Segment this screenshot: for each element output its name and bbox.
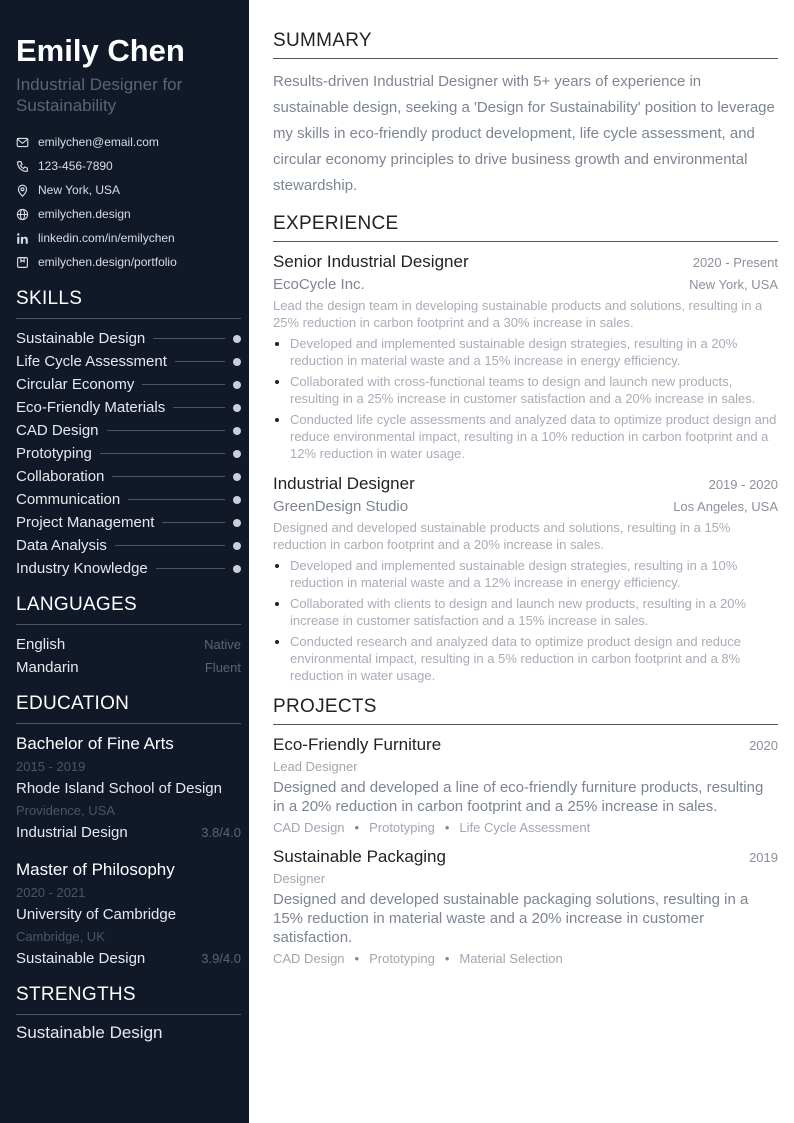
skill-dot [233, 519, 241, 527]
education-gpa: 3.8/4.0 [201, 825, 241, 840]
education-gpa: 3.9/4.0 [201, 951, 241, 966]
skill-divider [156, 568, 225, 569]
job-bullet: • Developed and implemented sustainable design strategies, resulting in a 10% reduction in material waste and a 12% increase in energy efficiency. [290, 557, 778, 591]
skill-label: Eco-Friendly Materials [16, 399, 166, 416]
skill-dot [233, 542, 241, 550]
project-item [273, 735, 778, 835]
education-location: Providence, USA [16, 803, 115, 818]
project-description: Designed and developed sustainable packaging solutions, resulting in a 15% reduction in material waste and a 20% increase in customer satisfaction. [273, 891, 749, 946]
language-level: Fluent [204, 660, 241, 675]
project-tags [273, 820, 778, 835]
project-tag: Material Selection [459, 951, 563, 966]
project-year: 2019 [749, 850, 778, 865]
sidebar [0, 0, 249, 1123]
education-degree: Master of Philosophy [16, 860, 175, 879]
project-tag: Prototyping [369, 951, 435, 966]
skill-item [16, 534, 241, 557]
skill-item [16, 557, 241, 580]
education-school: University of Cambridge [16, 906, 177, 923]
education-field-row [16, 948, 241, 970]
skill-item [16, 373, 241, 396]
skill-divider [112, 476, 225, 477]
job-bullet: • Conducted life cycle assessments and analyzed data to optimize product design and reduce environmental impact, resulting in a 10% reduction in carbon footprint and a 12% reduction in water usage. [290, 411, 778, 462]
location-icon [16, 184, 29, 197]
contact-location-text: New York, USA [38, 183, 121, 197]
job-company: GreenDesign Studio [273, 498, 409, 515]
job-location: New York, USA [689, 277, 778, 292]
education-field: Industrial Design [16, 824, 128, 841]
summary-heading: SUMMARY [273, 30, 778, 59]
skills-heading: SKILLS [16, 288, 241, 319]
skill-label: Life Cycle Assessment [16, 353, 167, 370]
education-field-row [16, 822, 241, 844]
contact-website[interactable] [16, 202, 241, 226]
language-item [16, 656, 241, 679]
language-name: English [16, 636, 66, 653]
skill-divider [100, 453, 225, 454]
skill-item [16, 327, 241, 350]
projects-heading: PROJECTS [273, 696, 778, 725]
education-dates: 2020 - 2021 [16, 885, 86, 900]
skill-dot [233, 473, 241, 481]
skill-dot [233, 358, 241, 366]
skill-divider [153, 338, 225, 339]
education-item [16, 858, 241, 970]
job-dates: 2019 - 2020 [708, 477, 778, 492]
project-role: Lead Designer [273, 759, 358, 774]
skill-divider [128, 499, 225, 500]
job-description: Lead the design team in developing sustainable products and solutions, resulting in a 25% reduction in carbon footprint and a 30% increase in sales. [273, 298, 763, 330]
job-dates: 2020 - Present [692, 255, 778, 270]
education-heading: EDUCATION [16, 693, 241, 724]
skill-divider [142, 384, 225, 385]
contact-linkedin[interactable] [16, 226, 241, 250]
profile-name: Emily Chen [16, 33, 185, 68]
contact-email-text: emilychen@email.com [38, 135, 159, 149]
summary-text: Results-driven Industrial Designer with 5+ years of experience in sustainable design, seeking a 'Design for Sustainability' position to leverage my skills in eco-friendly product development, life cycle assessment, and circular economy principles to drive business growth and environmental stewardship. [273, 73, 775, 194]
job-title: Industrial Designer [273, 474, 415, 493]
skill-dot [233, 427, 241, 435]
experience-item [273, 474, 778, 684]
main-content [249, 0, 794, 1123]
skill-dot [233, 496, 241, 504]
skill-item [16, 350, 241, 373]
experience-heading: EXPERIENCE [273, 213, 778, 242]
education-location: Cambridge, UK [16, 929, 105, 944]
portfolio-icon [16, 256, 29, 269]
languages-heading: LANGUAGES [16, 594, 241, 625]
contact-website-text: emilychen.design [38, 207, 131, 221]
skill-item [16, 511, 241, 534]
job-bullet: • Collaborated with cross-functional teams to design and launch new products, resulting in a 25% increase in customer satisfaction and a 20% increase in sales. [290, 373, 778, 407]
project-tag: Life Cycle Assessment [459, 820, 591, 835]
project-tag: CAD Design [273, 820, 345, 835]
contact-portfolio-text: emilychen.design/portfolio [38, 255, 177, 269]
skill-dot [233, 404, 241, 412]
education-dates: 2015 - 2019 [16, 759, 86, 774]
skill-label: Project Management [16, 514, 155, 531]
job-bullet: • Conducted research and analyzed data to optimize product design and reduce environmental impact, resulting in a 5% reduction in carbon footprint and a 8% reduction in water usage. [290, 633, 778, 684]
skill-label: Industry Knowledge [16, 560, 148, 577]
job-location: Los Angeles, USA [673, 499, 778, 514]
skill-item [16, 442, 241, 465]
project-year: 2020 [749, 738, 778, 753]
education-school: Rhode Island School of Design [16, 780, 222, 797]
job-description: Designed and developed sustainable products and solutions, resulting in a 15% reduction in carbon footprint and a 20% increase in sales. [273, 520, 731, 552]
education-field: Sustainable Design [16, 950, 146, 967]
tag-separator: • [354, 820, 360, 835]
skill-divider [173, 407, 225, 408]
contact-phone[interactable] [16, 154, 241, 178]
skill-item [16, 419, 241, 442]
skill-label: CAD Design [16, 422, 99, 439]
skill-item [16, 396, 241, 419]
skill-dot [233, 381, 241, 389]
language-level: Native [204, 637, 241, 652]
skills-list [16, 327, 241, 580]
skill-label: Prototyping [16, 445, 92, 462]
project-name: Sustainable Packaging [273, 847, 446, 866]
contact-list [16, 130, 241, 274]
project-item [273, 847, 778, 966]
tag-separator: • [444, 951, 450, 966]
job-bullet: • Collaborated with clients to design and launch new products, resulting in a 20% increase in customer satisfaction and a 15% increase in sales. [290, 595, 778, 629]
skill-item [16, 465, 241, 488]
globe-icon [16, 208, 29, 221]
contact-phone-text: 123-456-7890 [38, 159, 113, 173]
contact-location [16, 178, 241, 202]
project-description: Designed and developed a line of eco-friendly furniture products, resulting in a 20% reduction in carbon footprint and a 25% increase in sales. [273, 779, 764, 815]
contact-portfolio[interactable] [16, 250, 241, 274]
skill-divider [115, 545, 225, 546]
skill-label: Circular Economy [16, 376, 135, 393]
skill-label: Collaboration [16, 468, 105, 485]
skill-dot [233, 565, 241, 573]
tag-separator: • [444, 820, 450, 835]
skill-label: Sustainable Design [16, 330, 146, 347]
project-name: Eco-Friendly Furniture [273, 735, 442, 754]
project-tag: CAD Design [273, 951, 345, 966]
email-icon [16, 136, 29, 149]
skill-dot [233, 335, 241, 343]
contact-linkedin-text: linkedin.com/in/emilychen [38, 231, 175, 245]
job-bullets [273, 557, 778, 684]
job-bullets [273, 335, 778, 462]
project-tags [273, 951, 778, 966]
strength-item: Sustainable Design [16, 1023, 163, 1042]
contact-email[interactable] [16, 130, 241, 154]
skill-divider [175, 361, 225, 362]
language-name: Mandarin [16, 659, 79, 676]
profile-title: Industrial Designer for Sustainability [16, 75, 183, 115]
linkedin-icon [16, 232, 29, 245]
phone-icon [16, 160, 29, 173]
experience-item [273, 252, 778, 462]
language-item [16, 633, 241, 656]
languages-list [16, 633, 241, 679]
project-role: Designer [273, 871, 326, 886]
project-tag: Prototyping [369, 820, 435, 835]
job-company: EcoCycle Inc. [273, 276, 365, 293]
skill-label: Communication [16, 491, 121, 508]
skill-dot [233, 450, 241, 458]
skill-item [16, 488, 241, 511]
strengths-heading: STRENGTHS [16, 984, 241, 1015]
tag-separator: • [354, 951, 360, 966]
education-degree: Bachelor of Fine Arts [16, 734, 174, 753]
education-item [16, 732, 241, 844]
skill-divider [107, 430, 225, 431]
job-title: Senior Industrial Designer [273, 252, 469, 271]
job-bullet: • Developed and implemented sustainable design strategies, resulting in a 20% reduction in material waste and a 15% increase in energy efficiency. [290, 335, 778, 369]
skill-divider [162, 522, 225, 523]
skill-label: Data Analysis [16, 537, 107, 554]
